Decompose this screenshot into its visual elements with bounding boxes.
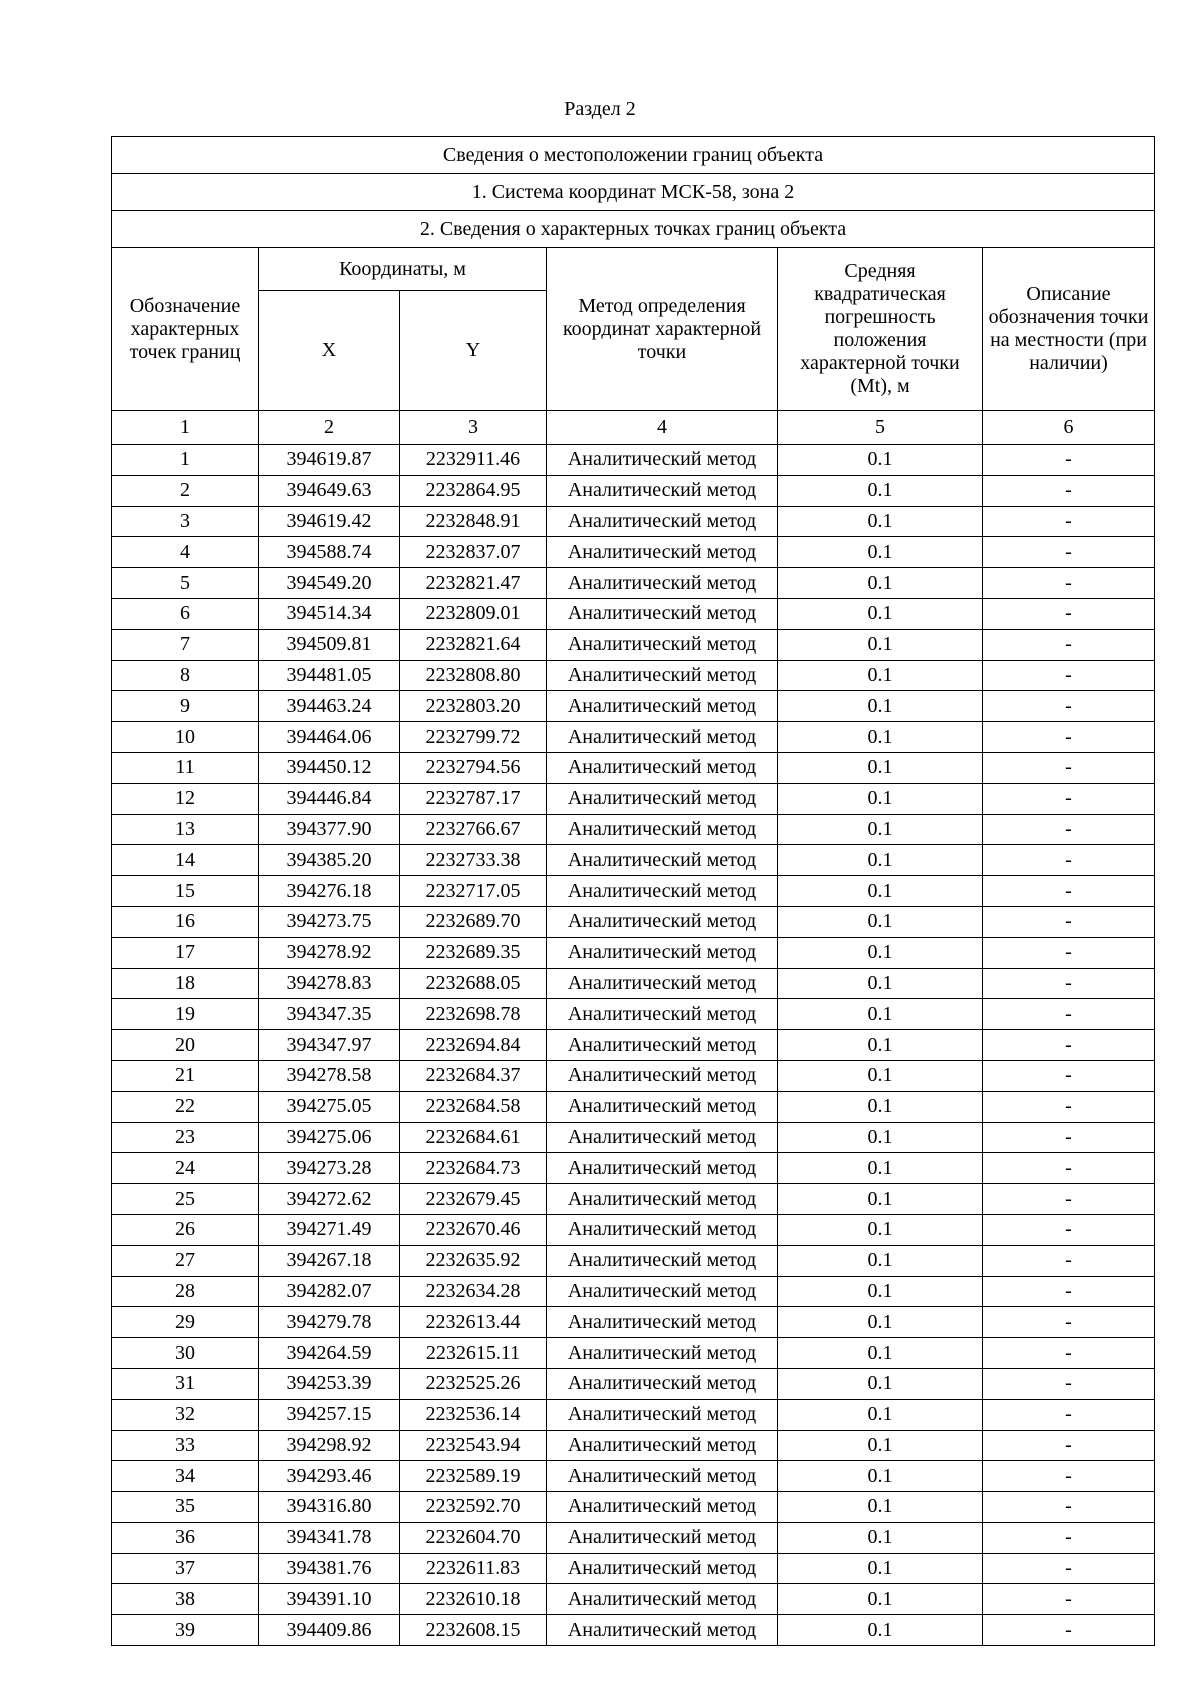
table-row — [112, 1030, 1155, 1061]
cell-description: - — [983, 1307, 1155, 1338]
cell-x: 394316.80 — [259, 1492, 400, 1523]
cell-error: 0.1 — [778, 722, 983, 753]
table-row — [112, 968, 1155, 999]
table-row — [112, 1060, 1155, 1091]
cell-x: 394273.28 — [259, 1153, 400, 1184]
cell-x: 394450.12 — [259, 752, 400, 783]
column-number: 2 — [259, 411, 400, 445]
cell-error: 0.1 — [778, 1184, 983, 1215]
cell-error: 0.1 — [778, 1214, 983, 1245]
cell-point-number: 37 — [112, 1553, 259, 1584]
table-row — [112, 1615, 1155, 1646]
cell-x: 394463.24 — [259, 691, 400, 722]
cell-method: Аналитический метод — [547, 598, 778, 629]
table-row — [112, 1245, 1155, 1276]
table-row — [112, 1184, 1155, 1215]
cell-y: 2232821.47 — [400, 568, 547, 599]
cell-description: - — [983, 1245, 1155, 1276]
cell-method: Аналитический метод — [547, 691, 778, 722]
cell-point-number: 4 — [112, 537, 259, 568]
cell-description: - — [983, 1399, 1155, 1430]
cell-method: Аналитический метод — [547, 1245, 778, 1276]
cell-error: 0.1 — [778, 937, 983, 968]
column-number: 5 — [778, 411, 983, 445]
cell-x: 394588.74 — [259, 537, 400, 568]
table-row — [112, 568, 1155, 599]
cell-y: 2232794.56 — [400, 752, 547, 783]
cell-x: 394257.15 — [259, 1399, 400, 1430]
table-row — [112, 845, 1155, 876]
cell-point-number: 38 — [112, 1584, 259, 1615]
table-row — [112, 752, 1155, 783]
cell-y: 2232733.38 — [400, 845, 547, 876]
cell-y: 2232787.17 — [400, 783, 547, 814]
cell-error: 0.1 — [778, 1153, 983, 1184]
cell-method: Аналитический метод — [547, 876, 778, 907]
cell-method: Аналитический метод — [547, 1153, 778, 1184]
cell-x: 394409.86 — [259, 1615, 400, 1646]
cell-point-number: 15 — [112, 876, 259, 907]
cell-x: 394509.81 — [259, 629, 400, 660]
cell-y: 2232670.46 — [400, 1214, 547, 1245]
cell-method: Аналитический метод — [547, 1492, 778, 1523]
cell-point-number: 17 — [112, 937, 259, 968]
cell-method: Аналитический метод — [547, 1399, 778, 1430]
cell-method: Аналитический метод — [547, 1584, 778, 1615]
cell-x: 394273.75 — [259, 906, 400, 937]
cell-method: Аналитический метод — [547, 1461, 778, 1492]
cell-error: 0.1 — [778, 1553, 983, 1584]
cell-description: - — [983, 1461, 1155, 1492]
table-row — [112, 506, 1155, 537]
cell-x: 394279.78 — [259, 1307, 400, 1338]
cell-error: 0.1 — [778, 598, 983, 629]
cell-error: 0.1 — [778, 629, 983, 660]
cell-y: 2232615.11 — [400, 1338, 547, 1369]
cell-error: 0.1 — [778, 506, 983, 537]
table-row — [112, 722, 1155, 753]
cell-method: Аналитический метод — [547, 445, 778, 476]
cell-description: - — [983, 691, 1155, 722]
cell-description: - — [983, 906, 1155, 937]
table-row — [112, 629, 1155, 660]
cell-y: 2232803.20 — [400, 691, 547, 722]
cell-point-number: 2 — [112, 475, 259, 506]
cell-x: 394271.49 — [259, 1214, 400, 1245]
cell-error: 0.1 — [778, 1584, 983, 1615]
cell-description: - — [983, 1060, 1155, 1091]
cell-error: 0.1 — [778, 568, 983, 599]
cell-error: 0.1 — [778, 968, 983, 999]
cell-method: Аналитический метод — [547, 845, 778, 876]
table-row — [112, 1276, 1155, 1307]
header-coordinates: Координаты, м — [259, 248, 547, 291]
cell-method: Аналитический метод — [547, 1338, 778, 1369]
cell-description: - — [983, 968, 1155, 999]
cell-error: 0.1 — [778, 1461, 983, 1492]
cell-point-number: 25 — [112, 1184, 259, 1215]
cell-description: - — [983, 752, 1155, 783]
table-subtitle: 2. Сведения о характерных точках границ объекта — [112, 211, 1155, 248]
cell-error: 0.1 — [778, 845, 983, 876]
table-row — [112, 1338, 1155, 1369]
cell-error: 0.1 — [778, 876, 983, 907]
cell-y: 2232864.95 — [400, 475, 547, 506]
cell-point-number: 30 — [112, 1338, 259, 1369]
table-row — [112, 660, 1155, 691]
cell-description: - — [983, 1338, 1155, 1369]
cell-description: - — [983, 1553, 1155, 1584]
table-row — [112, 691, 1155, 722]
cell-method: Аналитический метод — [547, 968, 778, 999]
cell-y: 2232684.61 — [400, 1122, 547, 1153]
cell-y: 2232610.18 — [400, 1584, 547, 1615]
cell-description: - — [983, 1276, 1155, 1307]
cell-x: 394278.83 — [259, 968, 400, 999]
cell-description: - — [983, 1030, 1155, 1061]
boundary-points-table — [111, 136, 1155, 1646]
column-numbers-row — [112, 411, 1155, 445]
cell-error: 0.1 — [778, 1368, 983, 1399]
cell-error: 0.1 — [778, 1338, 983, 1369]
table-row — [112, 876, 1155, 907]
cell-description: - — [983, 1153, 1155, 1184]
cell-point-number: 24 — [112, 1153, 259, 1184]
cell-x: 394341.78 — [259, 1522, 400, 1553]
cell-error: 0.1 — [778, 814, 983, 845]
cell-x: 394385.20 — [259, 845, 400, 876]
cell-y: 2232821.64 — [400, 629, 547, 660]
cell-y: 2232799.72 — [400, 722, 547, 753]
header-error: Средняя квадратическая погрешность положения характерной точки (Mt), м — [778, 248, 983, 411]
table-row — [112, 537, 1155, 568]
cell-point-number: 13 — [112, 814, 259, 845]
cell-point-number: 6 — [112, 598, 259, 629]
cell-point-number: 16 — [112, 906, 259, 937]
cell-y: 2232589.19 — [400, 1461, 547, 1492]
cell-method: Аналитический метод — [547, 1368, 778, 1399]
cell-x: 394276.18 — [259, 876, 400, 907]
cell-y: 2232766.67 — [400, 814, 547, 845]
cell-y: 2232689.70 — [400, 906, 547, 937]
cell-x: 394619.42 — [259, 506, 400, 537]
cell-point-number: 32 — [112, 1399, 259, 1430]
cell-method: Аналитический метод — [547, 937, 778, 968]
cell-method: Аналитический метод — [547, 1430, 778, 1461]
column-number: 1 — [112, 411, 259, 445]
cell-point-number: 39 — [112, 1615, 259, 1646]
cell-y: 2232911.46 — [400, 445, 547, 476]
cell-error: 0.1 — [778, 999, 983, 1030]
cell-method: Аналитический метод — [547, 906, 778, 937]
table-row — [112, 1553, 1155, 1584]
cell-y: 2232848.91 — [400, 506, 547, 537]
cell-point-number: 1 — [112, 445, 259, 476]
cell-x: 394381.76 — [259, 1553, 400, 1584]
cell-point-number: 14 — [112, 845, 259, 876]
cell-description: - — [983, 568, 1155, 599]
table-row — [112, 1430, 1155, 1461]
header-x: X — [259, 291, 400, 411]
cell-method: Аналитический метод — [547, 1615, 778, 1646]
cell-point-number: 33 — [112, 1430, 259, 1461]
cell-y: 2232684.37 — [400, 1060, 547, 1091]
cell-error: 0.1 — [778, 1245, 983, 1276]
cell-point-number: 31 — [112, 1368, 259, 1399]
cell-description: - — [983, 1368, 1155, 1399]
cell-method: Аналитический метод — [547, 506, 778, 537]
cell-error: 0.1 — [778, 783, 983, 814]
cell-description: - — [983, 814, 1155, 845]
cell-description: - — [983, 845, 1155, 876]
cell-error: 0.1 — [778, 906, 983, 937]
cell-x: 394267.18 — [259, 1245, 400, 1276]
cell-x: 394282.07 — [259, 1276, 400, 1307]
cell-error: 0.1 — [778, 1030, 983, 1061]
cell-y: 2232592.70 — [400, 1492, 547, 1523]
cell-x: 394347.97 — [259, 1030, 400, 1061]
cell-method: Аналитический метод — [547, 629, 778, 660]
cell-point-number: 28 — [112, 1276, 259, 1307]
coord-system-title: 1. Система координат МСК-58, зона 2 — [112, 174, 1155, 211]
cell-x: 394377.90 — [259, 814, 400, 845]
table-row — [112, 1091, 1155, 1122]
cell-error: 0.1 — [778, 537, 983, 568]
cell-y: 2232543.94 — [400, 1430, 547, 1461]
cell-y: 2232608.15 — [400, 1615, 547, 1646]
column-number: 6 — [983, 411, 1155, 445]
table-row — [112, 999, 1155, 1030]
cell-method: Аналитический метод — [547, 1030, 778, 1061]
cell-description: - — [983, 660, 1155, 691]
table-row — [112, 1153, 1155, 1184]
cell-description: - — [983, 537, 1155, 568]
table-row — [112, 814, 1155, 845]
cell-point-number: 8 — [112, 660, 259, 691]
cell-error: 0.1 — [778, 1492, 983, 1523]
header-description: Описание обозначения точки на местности (при наличии) — [983, 248, 1155, 411]
cell-description: - — [983, 937, 1155, 968]
cell-description: - — [983, 722, 1155, 753]
cell-point-number: 36 — [112, 1522, 259, 1553]
cell-method: Аналитический метод — [547, 722, 778, 753]
header-designation: Обозначение характерных точек границ — [112, 248, 259, 411]
table-row — [112, 1307, 1155, 1338]
header-method: Метод определения координат характерной точки — [547, 248, 778, 411]
cell-point-number: 11 — [112, 752, 259, 783]
table-row — [112, 1492, 1155, 1523]
cell-x: 394391.10 — [259, 1584, 400, 1615]
cell-description: - — [983, 876, 1155, 907]
cell-error: 0.1 — [778, 660, 983, 691]
cell-method: Аналитический метод — [547, 814, 778, 845]
cell-description: - — [983, 999, 1155, 1030]
cell-description: - — [983, 629, 1155, 660]
column-number: 3 — [400, 411, 547, 445]
table-row — [112, 475, 1155, 506]
cell-x: 394278.92 — [259, 937, 400, 968]
cell-description: - — [983, 1584, 1155, 1615]
cell-point-number: 23 — [112, 1122, 259, 1153]
cell-y: 2232525.26 — [400, 1368, 547, 1399]
cell-x: 394481.05 — [259, 660, 400, 691]
cell-error: 0.1 — [778, 1615, 983, 1646]
cell-point-number: 26 — [112, 1214, 259, 1245]
cell-method: Аналитический метод — [547, 1276, 778, 1307]
cell-x: 394446.84 — [259, 783, 400, 814]
cell-method: Аналитический метод — [547, 1184, 778, 1215]
cell-x: 394347.35 — [259, 999, 400, 1030]
cell-method: Аналитический метод — [547, 999, 778, 1030]
cell-y: 2232536.14 — [400, 1399, 547, 1430]
cell-x: 394253.39 — [259, 1368, 400, 1399]
table-row — [112, 1461, 1155, 1492]
cell-y: 2232698.78 — [400, 999, 547, 1030]
cell-x: 394649.63 — [259, 475, 400, 506]
cell-x: 394272.62 — [259, 1184, 400, 1215]
cell-y: 2232808.80 — [400, 660, 547, 691]
cell-x: 394619.87 — [259, 445, 400, 476]
table-row — [112, 1584, 1155, 1615]
cell-description: - — [983, 506, 1155, 537]
cell-point-number: 22 — [112, 1091, 259, 1122]
cell-description: - — [983, 475, 1155, 506]
cell-point-number: 20 — [112, 1030, 259, 1061]
cell-y: 2232604.70 — [400, 1522, 547, 1553]
cell-method: Аналитический метод — [547, 1553, 778, 1584]
cell-error: 0.1 — [778, 691, 983, 722]
table-title: Сведения о местоположении границ объекта — [112, 137, 1155, 174]
cell-y: 2232611.83 — [400, 1553, 547, 1584]
cell-point-number: 7 — [112, 629, 259, 660]
cell-y: 2232688.05 — [400, 968, 547, 999]
cell-point-number: 5 — [112, 568, 259, 599]
cell-point-number: 9 — [112, 691, 259, 722]
table-row — [112, 1399, 1155, 1430]
cell-y: 2232717.05 — [400, 876, 547, 907]
cell-description: - — [983, 1184, 1155, 1215]
cell-error: 0.1 — [778, 1276, 983, 1307]
cell-x: 394549.20 — [259, 568, 400, 599]
cell-error: 0.1 — [778, 1122, 983, 1153]
table-row — [112, 1368, 1155, 1399]
cell-x: 394275.05 — [259, 1091, 400, 1122]
cell-error: 0.1 — [778, 1430, 983, 1461]
cell-error: 0.1 — [778, 445, 983, 476]
cell-point-number: 29 — [112, 1307, 259, 1338]
cell-method: Аналитический метод — [547, 568, 778, 599]
cell-point-number: 18 — [112, 968, 259, 999]
table-row — [112, 1522, 1155, 1553]
cell-point-number: 21 — [112, 1060, 259, 1091]
section-title: Раздел 2 — [564, 98, 636, 120]
cell-point-number: 19 — [112, 999, 259, 1030]
cell-error: 0.1 — [778, 1522, 983, 1553]
table-row — [112, 598, 1155, 629]
cell-description: - — [983, 1430, 1155, 1461]
table-row — [112, 1122, 1155, 1153]
cell-y: 2232684.73 — [400, 1153, 547, 1184]
cell-description: - — [983, 598, 1155, 629]
column-number: 4 — [547, 411, 778, 445]
cell-description: - — [983, 783, 1155, 814]
cell-method: Аналитический метод — [547, 1214, 778, 1245]
cell-y: 2232837.07 — [400, 537, 547, 568]
cell-method: Аналитический метод — [547, 1122, 778, 1153]
cell-x: 394298.92 — [259, 1430, 400, 1461]
cell-point-number: 27 — [112, 1245, 259, 1276]
cell-description: - — [983, 1091, 1155, 1122]
cell-error: 0.1 — [778, 1091, 983, 1122]
cell-error: 0.1 — [778, 1399, 983, 1430]
cell-x: 394514.34 — [259, 598, 400, 629]
cell-y: 2232613.44 — [400, 1307, 547, 1338]
cell-error: 0.1 — [778, 475, 983, 506]
cell-method: Аналитический метод — [547, 660, 778, 691]
cell-description: - — [983, 1615, 1155, 1646]
cell-description: - — [983, 1214, 1155, 1245]
table-row — [112, 1214, 1155, 1245]
cell-description: - — [983, 1122, 1155, 1153]
cell-point-number: 35 — [112, 1492, 259, 1523]
cell-error: 0.1 — [778, 1060, 983, 1091]
cell-error: 0.1 — [778, 1307, 983, 1338]
cell-method: Аналитический метод — [547, 537, 778, 568]
cell-y: 2232684.58 — [400, 1091, 547, 1122]
table-row — [112, 906, 1155, 937]
cell-description: - — [983, 1492, 1155, 1523]
cell-point-number: 10 — [112, 722, 259, 753]
table-row — [112, 783, 1155, 814]
cell-y: 2232809.01 — [400, 598, 547, 629]
cell-x: 394293.46 — [259, 1461, 400, 1492]
cell-method: Аналитический метод — [547, 783, 778, 814]
cell-x: 394264.59 — [259, 1338, 400, 1369]
cell-x: 394278.58 — [259, 1060, 400, 1091]
cell-x: 394275.06 — [259, 1122, 400, 1153]
cell-point-number: 12 — [112, 783, 259, 814]
cell-point-number: 34 — [112, 1461, 259, 1492]
header-y: Y — [400, 291, 547, 411]
cell-method: Аналитический метод — [547, 1522, 778, 1553]
cell-error: 0.1 — [778, 752, 983, 783]
cell-description: - — [983, 1522, 1155, 1553]
table-row — [112, 937, 1155, 968]
cell-description: - — [983, 445, 1155, 476]
cell-y: 2232634.28 — [400, 1276, 547, 1307]
cell-point-number: 3 — [112, 506, 259, 537]
cell-y: 2232679.45 — [400, 1184, 547, 1215]
table-row — [112, 445, 1155, 476]
cell-y: 2232694.84 — [400, 1030, 547, 1061]
cell-y: 2232689.35 — [400, 937, 547, 968]
cell-method: Аналитический метод — [547, 752, 778, 783]
cell-method: Аналитический метод — [547, 1091, 778, 1122]
cell-method: Аналитический метод — [547, 1307, 778, 1338]
cell-method: Аналитический метод — [547, 475, 778, 506]
cell-y: 2232635.92 — [400, 1245, 547, 1276]
cell-method: Аналитический метод — [547, 1060, 778, 1091]
cell-x: 394464.06 — [259, 722, 400, 753]
